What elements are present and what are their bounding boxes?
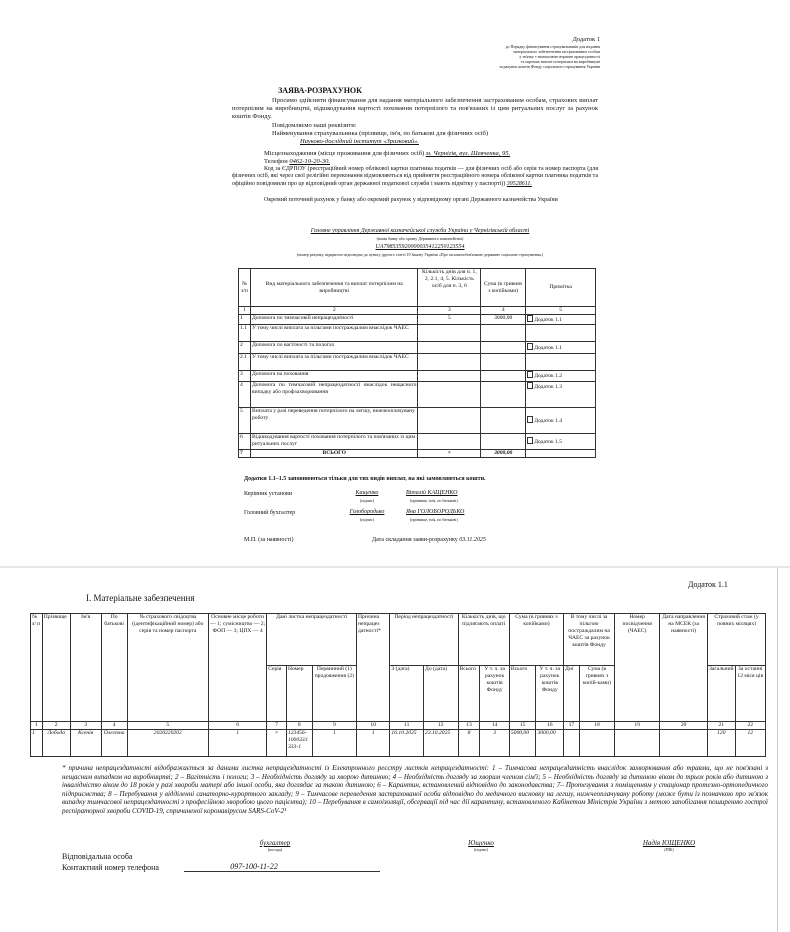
cell-insurance: 2020220202 [127, 730, 209, 757]
h-surname: Прізвище [42, 614, 70, 722]
row-num: 5 [239, 408, 251, 434]
h-msek: Дата направлення на МСЕК (за наявності) [660, 614, 708, 722]
date-row [372, 537, 486, 544]
cell-stazh-total: 120 [708, 730, 735, 757]
head-name-caption: (прізвище, ім'я, по батькові) [410, 498, 458, 503]
column-number-row [31, 722, 766, 730]
column-number: 20 [660, 722, 708, 730]
edrpou-block [232, 166, 598, 188]
resp-sign: Ющенко [468, 839, 494, 847]
row-sum [481, 354, 526, 371]
annex-title: Додаток 1 [572, 36, 600, 43]
table-row [31, 730, 766, 757]
row-num: 6 [239, 434, 251, 450]
column-number: 6 [209, 722, 267, 730]
cell-sum-total: 5000,00 [509, 730, 536, 757]
table-row [239, 325, 596, 342]
accountant-name: Яна ГОЛОБОРОДЬКО [406, 509, 465, 515]
column-number: 3 [70, 722, 101, 730]
row-sum: 3000,00 [481, 315, 526, 325]
row-note [526, 325, 596, 342]
annex-line: за рахунок коштів Фонду соціального страхування України [499, 64, 600, 69]
column-number: 14 [480, 722, 509, 730]
cell-first-cont: 1 [312, 730, 356, 757]
column-number: 4 [101, 722, 127, 730]
section-title: I. Матеріальне забезпечення [86, 593, 195, 603]
h-chaes-days: Дні [564, 666, 580, 722]
row-sum [481, 382, 526, 408]
column-number: 3 [418, 307, 481, 315]
accountant-sign: Голобородько [349, 509, 385, 515]
header-days: Кількість днів для п. 1, 2, 2.1, 4, 5. Кількість осіб для п. 3, 6 [418, 269, 481, 307]
header-sum: Сума (в гривнях з копійками) [481, 269, 526, 307]
column-number: 2 [250, 307, 417, 315]
reason-note: * причина непрацездатності відображається за даними листка непрацездатності із Електронного реєстру листків непрацездатності: 1 – Тимчасова непрацездатність внаслідок захворювання або травми, що не пов'язані з нещасним випадком на виробництві; 2 – Вагітність і пологи; 3 – Необхідність догляду за хворою дитиною; 4 – Необхідність догляду за хворим членом сім'ї; 5 – Необхідність догляду за дитиною віком до трьох років або дитиною з інвалідністю віком до 18 років у разі хвороби матері або іншої особи, яка доглядає за такою дитиною; 6 – Карантин, встановлений відповідно до законодавства; 7– Протезування з поміщенням у стаціонар протезно-ортопедичного підприємства; 8 – Перебування у відділенні санаторно-курортного закладу; 9 – Тимчасове переведення застрахованої особи відповідно до медичного висновку на легшу, нижчеоплачувану роботу (може бути із позначкою про зв'язок випадку тимчасової непрацездатності з професійною хворобою цього пацієнта); 10 – Перебування в самоізоляції, обсервації під час дії карантину, встановленого Кабінетом Міністрів України з метою запобігання поширенню гострої респіраторної хвороби COVID-19, спричиненої коронавірусом SARS-CoV-2¹ [62, 764, 768, 815]
row-days [418, 342, 481, 354]
table-row [239, 371, 596, 382]
cell-days-fund: 3 [480, 730, 509, 757]
location-value: м. Чернігів, вул. Шевченка, 95. [425, 150, 511, 157]
row-name: Відшкодування вартості поховання потерпілого та пов'язаних із цим ритуальних послуг [250, 434, 417, 450]
resp-sign-caption: (підпис) [473, 847, 488, 852]
benefits-table [30, 613, 766, 757]
header-name: Вид матеріального забезпечення та виплат потерпілим на виробництві [250, 269, 417, 307]
h-stazh: Страховий стаж (у повних місяцях) [708, 614, 766, 666]
total-row [239, 450, 596, 458]
header-row-1 [31, 614, 766, 666]
cell-series: × [267, 730, 287, 757]
row-note-text: Додаток 1.3 [534, 384, 563, 390]
header-num: № з/п [239, 269, 251, 307]
row-num: 2 [239, 342, 251, 354]
total-sum: 3000,00 [481, 450, 526, 458]
cell-days-total: 8 [458, 730, 480, 757]
row-sum [481, 325, 526, 342]
account-text: Окремий поточний рахунок у банку або окремий рахунок у відповідному органі Державного казначейства України [264, 197, 558, 203]
column-number: 9 [312, 722, 356, 730]
location-label: Місцезнаходження (місце проживання для фізичних осіб) [264, 150, 425, 157]
row-note [526, 371, 596, 382]
h-series: Серія [267, 666, 287, 722]
column-number: 1 [239, 307, 251, 315]
cell-reason: 1 [356, 730, 389, 757]
row-days [418, 354, 481, 371]
cell-chaes-days [564, 730, 580, 757]
row-note-text: Додаток 1.4 [534, 418, 563, 424]
head-name: Віталій КАЩЕНКО [406, 490, 458, 496]
column-number: 16 [536, 722, 564, 730]
payment-table [238, 268, 596, 458]
table-row [239, 354, 596, 371]
name-value: Науково-дослідний інститут «Зразковий». [300, 138, 419, 145]
accountant-label: Головний бухгалтер [244, 510, 296, 516]
row-sum [481, 434, 526, 450]
h-days-fund: У т. ч. за рахунок коштів Фонду [480, 666, 509, 722]
cell-number: 123456-1000333 333-1 [286, 730, 312, 757]
phone-row [264, 158, 330, 166]
row-days [418, 382, 481, 408]
accountant-name-caption: (прізвище, ім'я, по батькові) [410, 517, 458, 522]
column-number: 13 [458, 722, 480, 730]
row-sum [481, 408, 526, 434]
h-chaes: В тому числі за пільгою постраждалим на ЧАЕС за рахунок коштів Фонду [564, 614, 615, 666]
row-name: Допомога по тимчасовій непрацездатності внаслідок нещасного випадку або профзахворювання [250, 382, 417, 408]
h-reason: Причина непрацез датності* [356, 614, 389, 722]
row-note [526, 315, 596, 325]
cell-chaes-sum [579, 730, 614, 757]
row-name: У тому числі виплата за пільгами постраждалим внаслідок ЧАЕС [250, 325, 417, 342]
row-name: Допомога по тимчасовій непрацездатності [250, 315, 417, 325]
column-number: 5 [526, 307, 596, 315]
edrpou-text: Код за ЄДРПОУ (реєстраційний номер облікової картки платника податків — для фізичних осіб або серія та номер паспорта (для фізичних осіб, які через свої релігійні переконання відмовляються від прийняття реєстраційного номера облікової картки платника податків та офіційно повідомили про це відповідний орган державної податкової служби і мають відмітку у паспорті)) [232, 166, 598, 187]
h-chaes-sum: Сума (в гривнях з копій-ками) [579, 666, 614, 722]
resp-position-caption: (посада) [267, 847, 283, 852]
contact-phone-label: Контактний номер телефона [62, 863, 159, 872]
intro-text: Просимо здійснити фінансування для надання матеріального забезпечення застрахованим особам, страхових виплат потерпілим на виробництві, відшкодування вартості поховання потерпілого та пов'язаних із цим ритуальних послуг за рахунок коштів Фонду. [232, 97, 598, 120]
row-note [526, 382, 596, 408]
row-days [418, 434, 481, 450]
checkbox-icon [527, 416, 533, 423]
head-sign-caption: (підпис) [359, 498, 374, 503]
annex-block [440, 36, 600, 69]
h-sum-fund: У т. ч. за рахунок коштів Фонду [536, 666, 564, 722]
column-number: 21 [708, 722, 735, 730]
column-number: 2 [42, 722, 70, 730]
row-days [418, 325, 481, 342]
iban-value: UA798535920000035412250123554 [375, 244, 465, 250]
annex-line: та окремих виплат потерпілим на виробництві [520, 59, 600, 64]
row-name: Допомога на поховання [250, 371, 417, 382]
date-value: 03.11.2025 [459, 537, 486, 543]
row-days [418, 408, 481, 434]
row-note [526, 354, 596, 371]
cell-sum-fund: 3000,00 [536, 730, 564, 757]
row-note [526, 434, 596, 450]
h-certificate: Номер посвідчення (ЧАЕС) [615, 614, 660, 722]
column-number: 4 [481, 307, 526, 315]
row-name: Допомога по вагітності та пологах [250, 342, 417, 354]
form-page-2 [0, 568, 790, 932]
row-note [526, 342, 596, 354]
resp-label: Відповідальна особа [62, 852, 133, 861]
phone-value: 0462-10-20-30. [289, 158, 331, 165]
row-sum [481, 371, 526, 382]
row-note-text: Додаток 1.1 [534, 345, 563, 351]
table-row [239, 342, 596, 354]
checkbox-icon [527, 315, 533, 322]
row-num: 3 [239, 371, 251, 382]
h-from: З (дата) [390, 666, 424, 722]
row-num: 4 [239, 382, 251, 408]
form-title: ЗАЯВА-РОЗРАХУНОК [278, 86, 362, 95]
treasury-caption: (назва банку або органу Державного казначейства) [376, 236, 464, 241]
h-stazh-last: За останні 12 міся ців [735, 666, 765, 722]
h-patronymic: По батькові [101, 614, 127, 722]
header-note: Примітка [526, 269, 596, 307]
checkbox-icon [527, 343, 533, 350]
row-name: У тому числі виплата за пільгами постраждалим внаслідок ЧАЕС [250, 354, 417, 371]
page-edge-line [777, 568, 778, 932]
checkbox-icon [527, 382, 533, 389]
row-note-text: Додаток 1.5 [534, 439, 563, 445]
cell-stazh-last: 12 [735, 730, 765, 757]
table-row [239, 434, 596, 450]
total-days: × [418, 450, 481, 458]
h-num: № з/ п [31, 614, 43, 722]
total-num: 7 [239, 450, 251, 458]
cell-workplace: 1 [209, 730, 267, 757]
iban-caption: (номер рахунку, відкритого відповідно до пункту другого статті 19 Закону України «Про загальнообов'язкове державне соціальне страхування») [297, 252, 543, 257]
location-row [264, 150, 510, 158]
column-number: 15 [509, 722, 536, 730]
stamp-label: М.П. (за наявності) [244, 537, 294, 543]
column-number: 17 [564, 722, 580, 730]
resp-name: Надія ЮЩЕНКО [642, 839, 696, 847]
table-row [239, 408, 596, 434]
checkbox-icon [527, 437, 533, 444]
h-days: Кількість днів, що підлягають оплаті [458, 614, 509, 666]
cell-certificate [615, 730, 660, 757]
h-stazh-total: Загальний [708, 666, 735, 722]
total-note [526, 450, 596, 458]
column-number: 22 [735, 722, 765, 730]
column-number-row [239, 307, 596, 315]
cell-msek [660, 730, 708, 757]
h-first-cont: Первинний (1) продовження (2) [312, 666, 356, 722]
table-row [239, 382, 596, 408]
annex-line: матеріального забезпечення застрахованим особам [513, 49, 600, 54]
row-name: Виплата у разі переведення потерпілого на легшу, нижчеоплачувану роботу [250, 408, 417, 434]
total-label: ВСЬОГО [250, 450, 417, 458]
h-period: Період непрацездатності [390, 614, 458, 666]
cell-patronymic: Олегівна [101, 730, 127, 757]
row-num: 1 [239, 315, 251, 325]
table-header-row [239, 269, 596, 307]
row-days: 5 [418, 315, 481, 325]
head-sign: Кащенко [355, 490, 379, 496]
h-days-total: Всього [458, 666, 480, 722]
edrpou-value: 39528611. [506, 180, 532, 187]
footnote: Додатки 1.1–1.5 заповнюються тільки для тих видів виплат, на які замовляються кошти. [244, 476, 486, 482]
resp-position: бухгалтер [259, 839, 291, 847]
h-number: Номер [286, 666, 312, 722]
cell-to: 23.10.2025 [424, 730, 459, 757]
accountant-sign-caption: (підпис) [359, 517, 374, 522]
annex-1-1-title: Додаток 1.1 [688, 580, 728, 589]
column-number: 18 [579, 722, 614, 730]
column-number: 10 [356, 722, 389, 730]
resp-name-caption: (ПІБ) [664, 847, 674, 852]
details-heading: Повідомляємо наші реквізити: [272, 122, 357, 129]
row-num: 2.1 [239, 354, 251, 371]
column-number: 12 [424, 722, 459, 730]
column-number: 7 [267, 722, 287, 730]
column-number: 19 [615, 722, 660, 730]
cell-from: 16.10.2025 [390, 730, 424, 757]
h-sum-total: Всього [509, 666, 536, 722]
checkbox-icon [527, 371, 533, 378]
name-label: Найменування страхувальника (прізвище, ім'я, по батькові для фізичних осіб) [272, 130, 489, 137]
row-note [526, 408, 596, 434]
date-label: Дата складання заяви-розрахунку [372, 537, 458, 543]
column-number: 1 [31, 722, 43, 730]
cell-num: 1 [31, 730, 43, 757]
cell-first: Ксенія [70, 730, 101, 757]
h-sum: Сума (в гривнях з копійками) [509, 614, 563, 666]
table-row [239, 315, 596, 325]
cell-surname: Лобода [42, 730, 70, 757]
h-first: Ім'я [70, 614, 101, 722]
row-note-text: Додаток 1.2 [534, 373, 563, 379]
annex-line: у зв'язку з тимчасовою втратою працездатності [519, 54, 600, 59]
row-sum [481, 342, 526, 354]
treasury-value: Головне управління Державної казначейської служби України у Чернігівській області [310, 228, 530, 234]
head-label: Керівник установи [244, 491, 293, 497]
h-sick-list: Дані листка непрацездатності [267, 614, 357, 666]
column-number: 11 [390, 722, 424, 730]
contact-phone-value: 097-100-11-22 [230, 862, 278, 871]
row-days [418, 371, 481, 382]
h-to: До (дата) [424, 666, 459, 722]
row-note-text: Додаток 1.1 [534, 317, 563, 323]
h-workplace: Основне місце роботи — 1; сумісництво — 2; ФОП — 3; ЦПХ — 4 [209, 614, 267, 722]
row-num: 1.1 [239, 325, 251, 342]
column-number: 5 [127, 722, 209, 730]
column-number: 8 [286, 722, 312, 730]
h-insurance: № страхового свідоцтва (ідентифікаційний номер) або серія та номер паспорта [127, 614, 209, 722]
phone-label: Телефон [264, 158, 288, 165]
annex-line: до Порядку фінансування страхувальників для надання [505, 44, 600, 49]
